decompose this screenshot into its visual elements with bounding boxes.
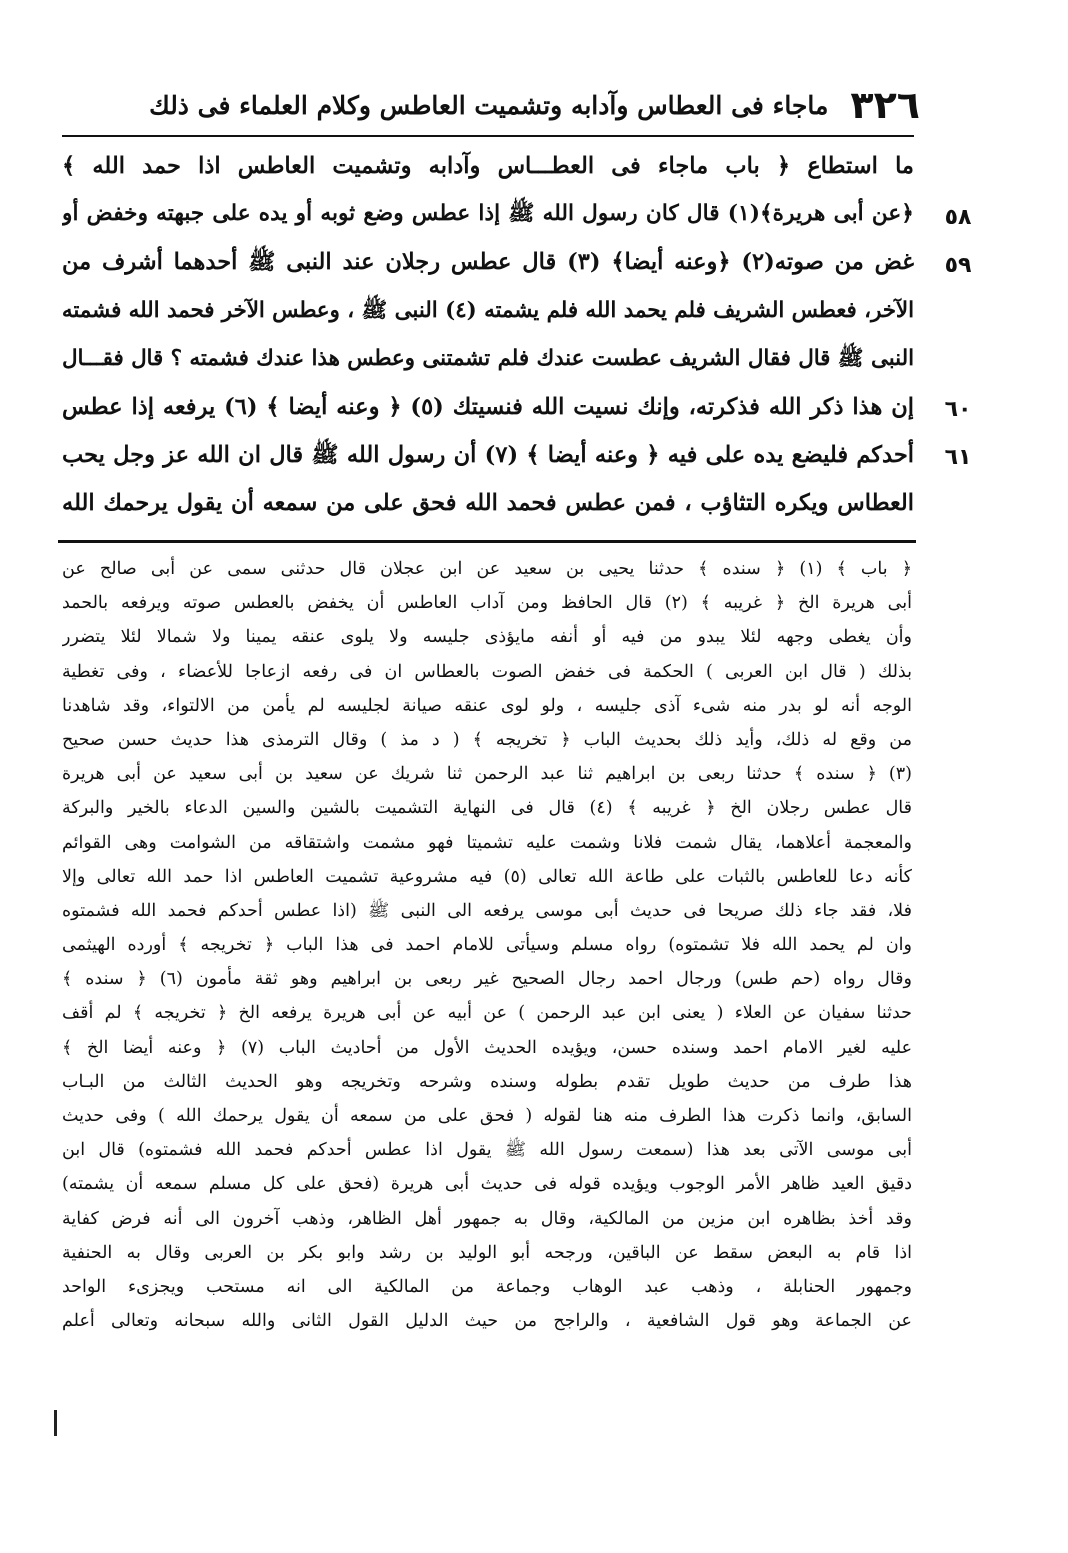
footnote-line: اذا قام به البعض سقط عن الباقين، ورجحه أبو الوليد بن رشد وابو بكر بن العربى وقال به الحنفية bbox=[62, 1242, 912, 1263]
footnote-line: وان لم يحمد الله فلا تشمتوه) رواه مسلم وسيأتى للامام احمد فى هذا الباب ﴿ تخريجه ﴾ أورده الهيثمى bbox=[62, 935, 912, 956]
footnote-line: فلا، فقد جاء ذلك صريحا فى حديث أبى موسى يرفعه الى النبى ﷺ (اذا عطس أحدكم فحمد الله فشمتوه bbox=[62, 900, 912, 921]
footnote-line: والمعجمة أعلاهما، يقال شمت فلانا وشمت عليه تشميتا فهو مشمت واشتقاقه من الشوامت وهى القوائم bbox=[62, 832, 912, 853]
footnote-line: وقال رواه (حم طس) ورجال احمد رجال الصحيح غير ربعى بن ابراهيم وهو ثقة مأمون (٦) ﴿ سنده ﴾ bbox=[62, 969, 912, 990]
footnote-line: كأنه دعا للعاطس بالثبات على طاعة الله تعالى (٥) فيه مشروعية تشميت العاطس اذا حمد الله تعالى وإلا bbox=[62, 866, 912, 887]
main-line: الآخر، فعطس الشريف فلم يحمد الله فلم يشمته (٤) النبى ﷺ ، وعطس الآخر فحمد الله فشمته bbox=[62, 297, 914, 323]
footnote-line: أبى موسى الآتى بعد هذا (سمعت رسول الله ﷺ يقول اذا عطس أحدكم فحمد الله فشمتوه) قال ابن bbox=[62, 1140, 912, 1161]
main-line: غض من صوته(٢) ﴿وعنه أيضا﴾ (٣) قال عطس رجلان عند النبى ﷺ أحدهما أشرف من bbox=[62, 249, 914, 276]
footnote-line: السابق، وانما ذكرت هذا الطرف منه هنا لقوله ( فحق على من سمعه أن يقول يرحمك الله ) وفى حديث bbox=[62, 1106, 912, 1126]
page-header bbox=[149, 78, 920, 132]
footnote-line: دقيق العيد ظاهر الأمر الوجوب ويؤيده قوله فى حديث أبى هريرة (فحق على كل مسلم سمعه أن يشمته) bbox=[62, 1174, 912, 1195]
main-line: ﴿عن أبى هريرة﴾(١) قال كان رسول الله ﷺ إذا عطس وضع ثوبه أو يده على جبهته وخفض أو bbox=[62, 201, 914, 227]
footnote-line: من وقع له ذلك، وأيد ذلك بحديث الباب ﴿ تخريجه ﴾ ( د مذ ) وقال الترمذى هذا حديث حسن صحيح bbox=[62, 729, 912, 750]
hadith-number: ٦١ bbox=[944, 445, 972, 470]
footnote-line: بذلك ( قال ابن العربى ) الحكمة فى خفض الصوت بالعطاس ان فى رفعه ازعاجا للأعضاء ، وفى تغطية bbox=[62, 661, 912, 682]
running-title: ماجاء فى العطاس وآدابه وتشميت العاطس وكلام العلماء فى ذلك bbox=[149, 90, 829, 120]
main-line: أحدكم فليضع يده على فيه ﴿ وعنه أيضا ﴾ (٧) أن رسول الله ﷺ قال ان الله عز وجل يحب bbox=[62, 442, 914, 469]
main-line: ما استطاع ﴿ باب ماجاء فى العطـــاس وآدابه وتشميت العاطس اذا حمد الله ﴾ bbox=[62, 153, 914, 179]
footnote-line: (٣) ﴿ سنده ﴾ حدثنا ربعى بن ابراهيم ثنا عبد الرحمن ثنا شريك عن سعيد بن أبى سعيد عن أبى هريرة bbox=[62, 764, 912, 785]
footnote-line: أبى هريرة الخ ﴿ غريبه ﴾ (٢) قال الحافظ ومن آداب العاطس أن يخفض بالعطس صوته ويرفعه بالحمد bbox=[62, 593, 912, 614]
footnotes bbox=[62, 552, 912, 1338]
footnote-divider bbox=[58, 540, 916, 543]
footnote-line: عليه لغير الامام احمد وسنده حسن، ويؤيده الحديث الأول من أحاديث الباب (٧) ﴿ وعنه أيضا الخ ﴾ bbox=[62, 1037, 912, 1058]
hadith-number: ٥٨ bbox=[944, 205, 972, 230]
footnote-line: وأن يغطى وجهه لئلا يبدو من فيه أو أنفه مايؤذى جليسه ولا يلوى عنقه يمينا ولا شمالا لئلا يتضرر bbox=[62, 627, 912, 648]
header-rule bbox=[62, 135, 914, 137]
hadith-number: ٥٩ bbox=[944, 253, 972, 278]
main-line: إن هذا ذكر الله فذكرته، وإنك نسيت الله فنسيتك (٥) ﴿ وعنه أيضا ﴾ (٦) يرفعه إذا عطس bbox=[62, 393, 914, 420]
footnote-line: ﴿ باب ﴾ (١) ﴿ سنده ﴾ حدثنا يحيى بن سعيد عن ابن عجلان قال حدثنى سمى عن أبى صالح عن bbox=[62, 559, 912, 579]
footnote-line: وجمهور الحنابلة ، وذهب عبد الوهاب وجماعة من المالكية الى انه مستحب ويجزىء الواحد bbox=[62, 1276, 912, 1297]
main-text bbox=[62, 142, 914, 528]
page-number: ٣٢٦ bbox=[850, 83, 920, 127]
footnote-line: عن الجماعة وهو قول الشافعية ، والراجح من حيث الدليل القول الثانى والله سبحانه وتعالى أعلم bbox=[62, 1311, 912, 1332]
footnote-line: قال عطس رجلان الخ ﴿ غريبه ﴾ (٤) قال فى النهاية التشميت بالشين والسين الدعاء بالخير والبركة bbox=[62, 798, 912, 819]
hadith-number: ٦٠ bbox=[944, 397, 972, 422]
footnote-line: وقد أخذ بظاهره ابن مزين من المالكية، وقال به جمهور أهل الظاهر، وذهب آخرون الى أنه فرض كفاية bbox=[62, 1208, 912, 1229]
footnote-line: حدثنا سفيان عن العلاء ( يعنى ابن عبد الرحمن ) عن أبيه عن أبى هريرة يرفعه الخ ﴿ تخريجه ﴾ لم أقف bbox=[62, 1003, 912, 1024]
main-line: العطاس ويكره التثاؤب ، فمن عطس فحمد الله فحق على من سمعه أن يقول يرحمك الله bbox=[62, 490, 914, 517]
footnote-line: هذا طرف من حديث طويل تقدم بطوله وسنده وشرحه وتخريجه وهو الحديث الثالث من البـاب bbox=[62, 1071, 912, 1092]
footnote-line: الوجه أنه لو بدر منه شىء آذى جليسه ، ولو لوى عنقه صيانة لجليسه لم يأمن من الالتواء، وقد شاهدنا bbox=[62, 695, 912, 716]
main-line: النبى ﷺ قال فقال الشريف عطست عندك فلم تشمتنى وعطس هذا عندك فشمته ؟ قال فقـــال bbox=[62, 345, 914, 371]
margin-mark bbox=[54, 1410, 57, 1436]
